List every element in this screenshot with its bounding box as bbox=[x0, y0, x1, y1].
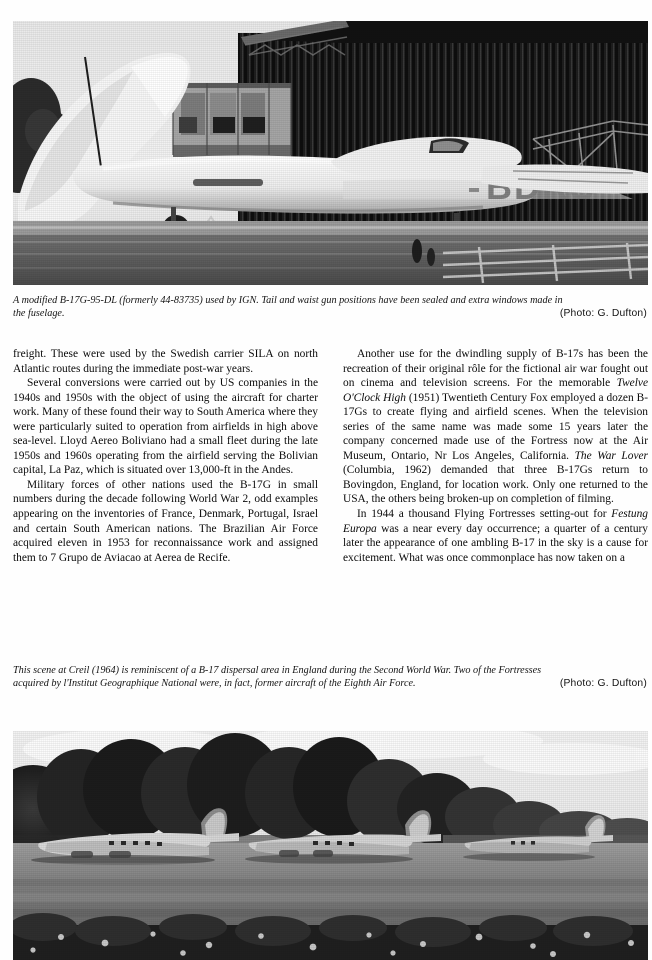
body-columns bbox=[13, 347, 648, 625]
paragraph-conversions bbox=[13, 376, 318, 478]
paragraph-military bbox=[13, 478, 318, 565]
paragraph-freight bbox=[13, 347, 318, 376]
text-column-right bbox=[343, 347, 648, 565]
run-1944-3: was a near every day occurrence; a quarter of a century later the appearance of one ambling B-17 in the sky is a cause for excitement. What was once commonplace has now taken on a bbox=[343, 522, 648, 564]
paragraph-1944 bbox=[343, 507, 648, 565]
caption-bottom-line1: This scene at Creil (1964) is reminiscent of a B-17 dispersal area in England during the Second World War. Two of the Fortresses bbox=[13, 665, 542, 676]
paragraph-another-use bbox=[343, 347, 648, 507]
caption-bottom-credit: (Photo: G. Dufton) bbox=[559, 677, 647, 689]
term-festung-europa: Festung Europa bbox=[343, 508, 648, 535]
photo-b17g-ign-hangar bbox=[13, 21, 648, 285]
film-title-the-war-lover: The War Lover bbox=[574, 449, 648, 462]
paragraph-freight-text: freight. These were used by the Swedish carrier SILA on north Atlantic routes during the immediate post-war years. bbox=[13, 348, 318, 375]
paragraph-military-text: Military forces of other nations used the B-17G in small numbers during the decade following World War 2, odd examples appearing on the inventories of France, Denmark, Portugal, Israel and certain South American nations. The Brazilian Air Force acquired eleven in 1953 for reconnaissance work and assigned them to 7 Grupo de Aviacao at Aerea de Recife. bbox=[13, 478, 318, 564]
caption-bottom bbox=[13, 665, 647, 690]
photo-top-artwork bbox=[13, 21, 648, 285]
text-column-left bbox=[13, 347, 318, 565]
run-1944-1: In 1944 a thousand Flying Fortresses setting-out for bbox=[357, 508, 612, 521]
photo-b17-dispersal-creil bbox=[13, 731, 648, 960]
run-another-use-5: (Columbia, 1962) demanded that three B-17Gs return to Bovingdon, England, for location work. Only one returned to the USA, the others being broken-up on completion of filming. bbox=[343, 464, 648, 506]
caption-top-credit: (Photo: G. Dufton) bbox=[559, 307, 647, 319]
caption-bottom-line2: acquired by l'Institut Geographique National were, in fact, former aircraft of the Eighth Air Force. bbox=[13, 677, 416, 689]
photo-bottom-artwork bbox=[13, 731, 648, 960]
caption-top bbox=[13, 295, 647, 320]
caption-top-line1: A modified B-17G-95-DL (formerly 44-83735) used by IGN. Tail and waist gun positions have been sealed and extra windows made in bbox=[13, 295, 563, 306]
run-another-use-3: (1951) Twentieth Century Fox employed a dozen B-17Gs to create flying and airfield scenes. When the television series of the same name was made some 15 years later the company concerned made use of the Fortress now at the Air Museum, Ontario, Nr Los Angeles, California. bbox=[343, 391, 648, 462]
caption-top-line2: the fuselage. bbox=[13, 307, 65, 319]
film-title-twelve-oclock-high: Twelve O'Clock High bbox=[343, 377, 648, 404]
paragraph-conversions-text: Several conversions were carried out by US companies in the 1940s and 1950s with the object of using the aircraft for charter work. Many of these found their way to South America where they were particularly suited to operation from airfields in high above sea-level. Lloyd Aereo Boliviano had a small fleet during the late 1950s and 1960s operating from the airfield serving the Bolivian capital, La Paz, which is situated over 13,000-ft in the Andes. bbox=[13, 377, 318, 477]
run-another-use-1: Another use for the dwindling supply of B-17s has been the recreation of their original rôle for the fictional air war fought out on cinema and television screens. For the memorable bbox=[343, 348, 648, 390]
